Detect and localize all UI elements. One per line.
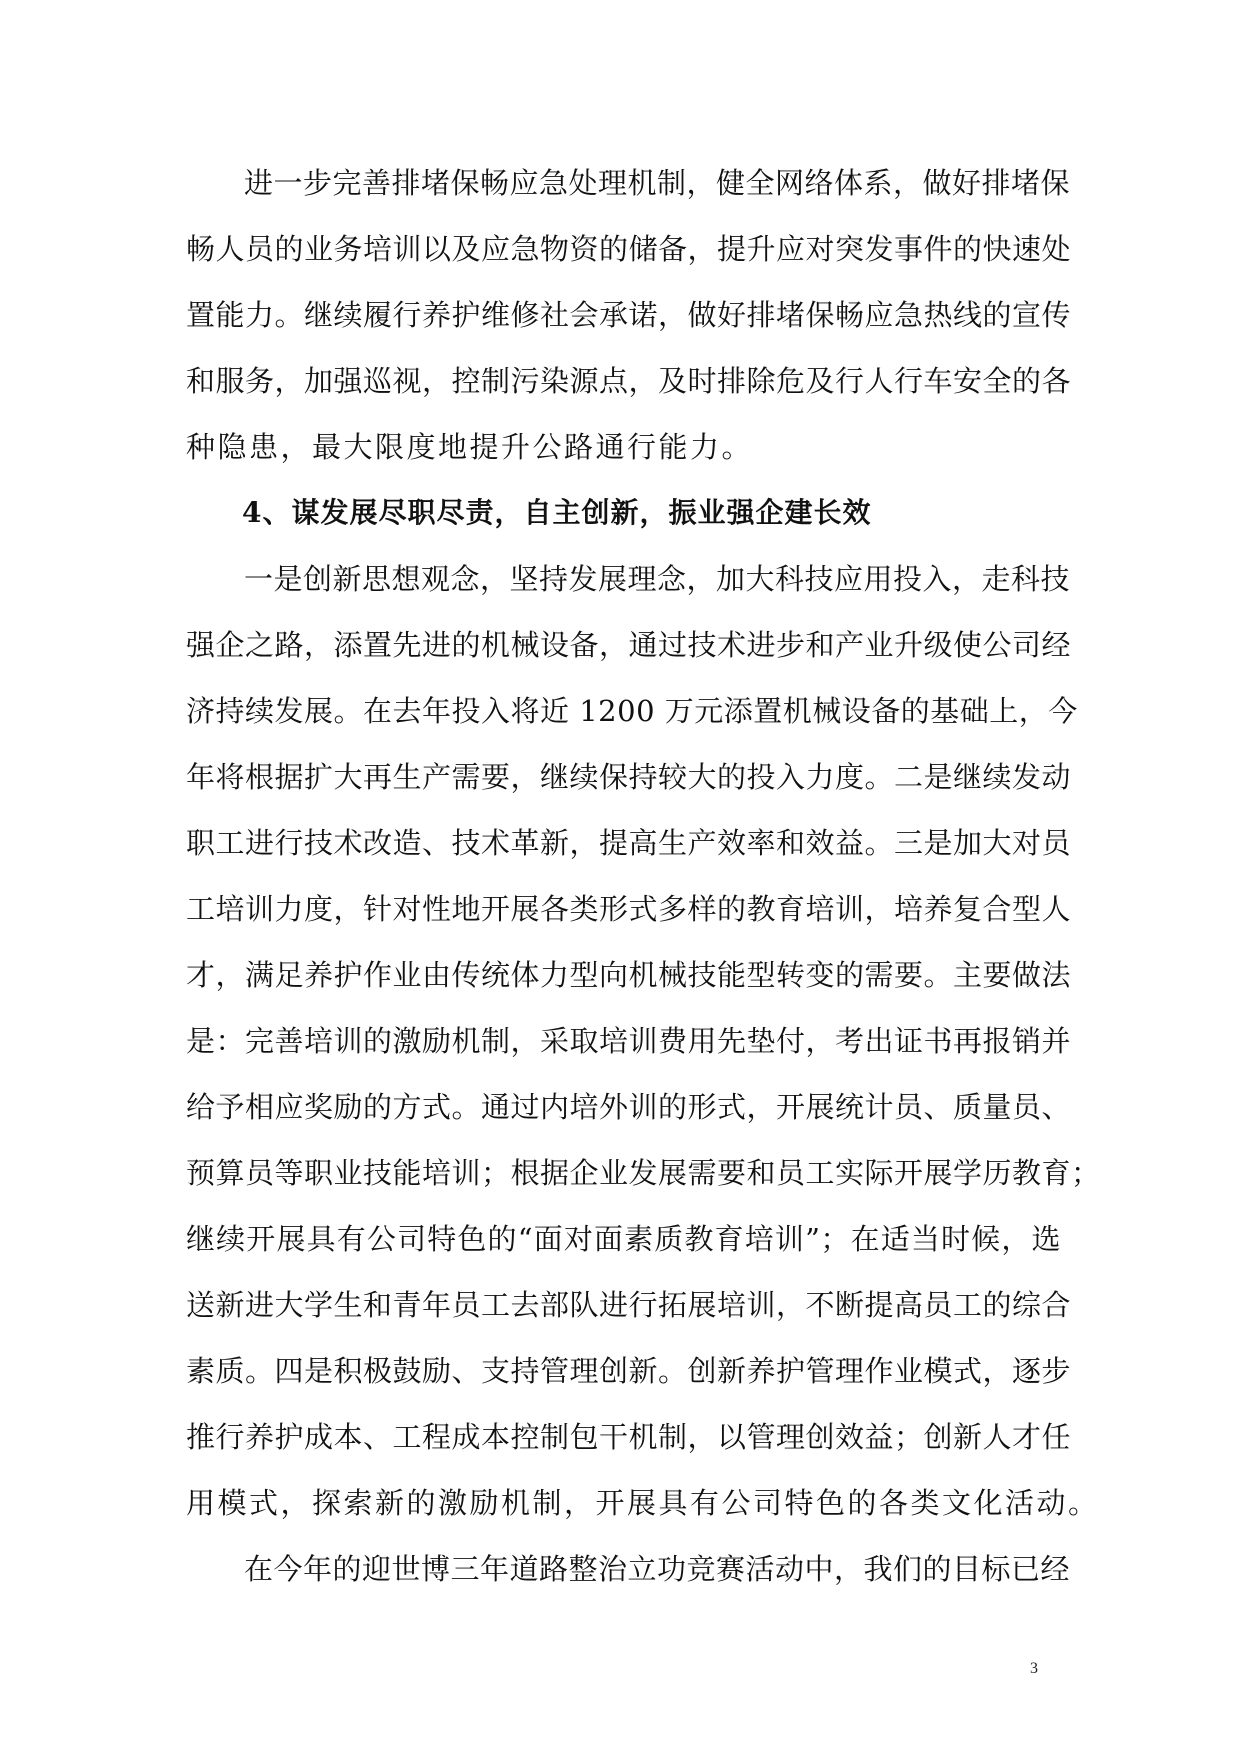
page-number: 3 [1030,1660,1038,1677]
paragraph-line: 年将根据扩大再生产需要，继续保持较大的投入力度。二是继续发动 [186,760,1072,794]
paragraph-line: 置能力。继续履行养护维修社会承诺，做好排堵保畅应急热线的宣传 [186,298,1072,332]
paragraph-line: 是：完善培训的激励机制，采取培训费用先垫付，考出证书再报销并 [186,1024,1072,1058]
paragraph-line: 强企之路，添置先进的机械设备，通过技术进步和产业升级使公司经 [186,628,1072,662]
paragraph-line: 预算员等职业技能培训；根据企业发展需要和员工实际开展学历教育； [186,1156,1101,1190]
paragraph-line: 职工进行技术改造、技术革新，提高生产效率和效益。三是加大对员 [186,826,1072,860]
paragraph-line: 送新进大学生和青年员工去部队进行拓展培训，不断提高员工的综合 [186,1288,1072,1322]
section-heading [186,480,1061,546]
paragraph-line: 和服务，加强巡视，控制污染源点，及时排除危及行人行车安全的各 [186,364,1072,398]
paragraph-line: 在今年的迎世博三年道路整治立功竞赛活动中，我们的目标已经 [244,1552,1071,1586]
paragraph-line: 济持续发展。在去年投入将近 1200 万元添置机械设备的基础上，今 [186,694,1078,728]
paragraph-line: 继续开展具有公司特色的“面对面素质教育培训”；在适当时候，选 [186,1222,1061,1256]
paragraph-line: 畅人员的业务培训以及应急物资的储备，提升应对突发事件的快速处 [186,232,1072,266]
paragraph [186,546,1101,1536]
section-heading-text: 4、谋发展尽职尽责，自主创新，振业强企建长效 [242,496,872,529]
paragraph-line: 工培训力度，针对性地开展各类形式多样的教育培训，培养复合型人 [186,892,1072,926]
paragraph-line: 推行养护成本、工程成本控制包干机制，以管理创效益；创新人才任 [186,1420,1072,1454]
paragraph-line: 素质。四是积极鼓励、支持管理创新。创新养护管理作业模式，逐步 [186,1354,1072,1388]
paragraph-line: 一是创新思想观念，坚持发展理念，加大科技应用投入，走科技 [244,562,1071,596]
paragraph-line: 给予相应奖励的方式。通过内培外训的形式，开展统计员、质量员、 [186,1090,1072,1124]
paragraph-line: 用模式，探索新的激励机制，开展具有公司特色的各类文化活动。 [186,1486,1100,1520]
document-body [186,150,1101,1602]
paragraph-line: 进一步完善排堵保畅应急处理机制，健全网络体系，做好排堵保 [244,166,1071,200]
paragraph-line: 种隐患，最大限度地提升公路通行能力。 [186,430,754,464]
paragraph [186,1536,1071,1602]
paragraph [186,150,1072,480]
paragraph-line: 才，满足养护作业由传统体力型向机械技能型转变的需要。主要做法 [186,958,1072,992]
